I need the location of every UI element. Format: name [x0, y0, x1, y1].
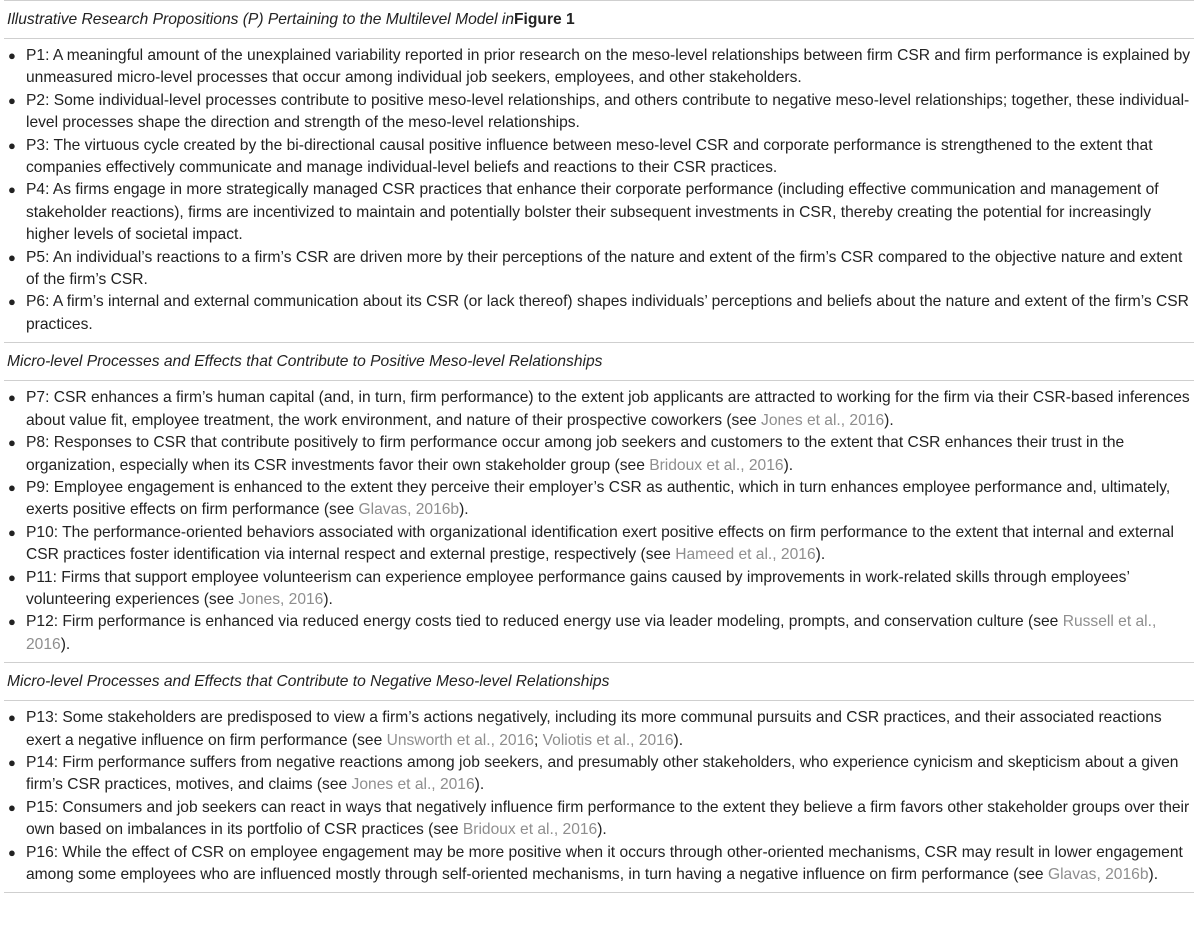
proposition-text: P5: An individual’s reactions to a firm’s CSR are driven more by their perceptions of the nature and extent of the firm’s CSR compared to the objective nature and extent of the firm’s CSR.: [26, 248, 1183, 289]
proposition-item: [4, 387, 1194, 432]
proposition-text: P13: Some stakeholders are predisposed to view a firm’s actions negatively, including its more communal pursuits and CSR practices, and their associated reactions exert a negative influence on firm performance (see: [26, 709, 1162, 749]
proposition-text: ).: [783, 456, 794, 474]
bullet-icon: ●: [8, 569, 16, 585]
proposition-list: [4, 707, 1194, 886]
bullet-icon: ●: [8, 249, 16, 265]
proposition-text: ).: [323, 590, 333, 608]
bullet-icon: ●: [8, 754, 16, 770]
bullet-icon: ●: [8, 182, 16, 198]
figure-reference: Figure 1: [514, 10, 575, 28]
proposition-text: P3: The virtuous cycle created by the bi-directional causal positive influence between meso-level CSR and corporate performance is strengthened to the extent that companies effectively communicate and manage individual-level beliefs and reactions to their CSR practices.: [26, 136, 1153, 177]
proposition-text: P2: Some individual-level processes contribute to positive meso-level relationships, and others contribute to negative meso-level relationships; together, these individual-level processes shape the direction and strength of the meso-level relationships.: [26, 91, 1190, 132]
proposition-text: ).: [60, 635, 71, 653]
proposition-text: P16: While the effect of CSR on employee engagement may be more positive when it occurs through other-oriented mechanisms, CSR may result in lower engagement among some employees who are influenced mostly through self-oriented mechanisms, in turn having a negative influence on firm performance (see: [26, 843, 1183, 883]
bullet-icon: ●: [8, 435, 16, 451]
proposition-text: P12: Firm performance is enhanced via reduced energy costs tied to reduced energy use via leader modeling, prompts, and conservation culture (see: [26, 613, 1063, 631]
proposition-list: [4, 387, 1194, 656]
proposition-item: [4, 291, 1194, 336]
proposition-text: ).: [597, 821, 607, 839]
proposition-item: [4, 477, 1194, 522]
bullet-icon: ●: [8, 614, 16, 630]
bullet-icon: ●: [8, 799, 16, 815]
proposition-text: ).: [474, 776, 485, 794]
proposition-text: P1: A meaningful amount of the unexplained variability reported in prior research on the meso-level relationships between firm CSR and firm performance is explained by unmeasured micro-level processes that occur among individual job seekers, employees, and other stakeholders.: [26, 47, 1191, 87]
proposition-item: [4, 567, 1194, 612]
bullet-icon: ●: [8, 844, 16, 860]
proposition-item: [4, 247, 1194, 292]
caption-text: Illustrative Research Propositions (P) Pertaining to the Multilevel Model in: [7, 10, 515, 28]
section-body: [4, 39, 1194, 342]
section-body: [4, 701, 1194, 892]
bullet-icon: ●: [8, 524, 16, 540]
table-caption: [4, 1, 1194, 38]
section-end-rule: [4, 892, 1194, 893]
bullet-icon: ●: [8, 137, 16, 153]
proposition-text: P14: Firm performance suffers from negative reactions among job seekers, and presumably other stakeholders, who experience cynicism and skepticism about a given firm’s CSR practices, motives, and claims (see: [26, 753, 1179, 794]
proposition-text: ).: [815, 546, 826, 564]
bullet-icon: ●: [8, 294, 16, 310]
bullet-icon: ●: [8, 92, 16, 108]
proposition-text: P10: The performance-oriented behaviors associated with organizational identification exert positive effects on firm performance to the extent that internal and external CSR practices foster identification via internal respect and external prestige, respectively (see: [26, 523, 1174, 564]
proposition-item: [4, 842, 1194, 887]
citation-link[interactable]: Jones, 2016: [238, 590, 324, 608]
bullet-icon: ●: [8, 479, 16, 495]
proposition-item: [4, 179, 1194, 246]
proposition-text: P15: Consumers and job seekers can react in ways that negatively influence firm performance to the extent they believe a firm favors other stakeholder groups over their own based on imbalances in its portfolio of CSR practices (see: [26, 798, 1190, 839]
citation-link[interactable]: Glavas, 2016b: [1047, 866, 1149, 883]
proposition-text: P4: As firms engage in more strategically managed CSR practices that enhance their corporate performance (including effective communication and management of stakeholder reactions), firms are incentivized to maintain and potentially bolster their subsequent investments in CSR, thereby creating the potential for increasingly higher levels of societal impact.: [26, 181, 1159, 244]
bullet-icon: ●: [8, 390, 16, 406]
propositions-table: [4, 0, 1194, 893]
proposition-item: [4, 797, 1194, 842]
citation-link[interactable]: Bridoux et al., 2016: [462, 821, 598, 839]
citation-link[interactable]: Hameed et al., 2016: [675, 546, 816, 564]
proposition-item: [4, 752, 1194, 797]
citation-link[interactable]: Jones et al., 2016: [761, 411, 885, 429]
section-heading: Micro-level Processes and Effects that Contribute to Negative Meso-level Relationships: [7, 672, 610, 690]
citation-link[interactable]: Unsworth et al., 2016: [386, 731, 534, 749]
citation-link[interactable]: Jones et al., 2016: [351, 776, 475, 794]
proposition-list: [4, 45, 1194, 336]
citation-link[interactable]: Voliotis et al., 2016: [542, 731, 674, 749]
proposition-text: ).: [1148, 866, 1159, 883]
proposition-text: ).: [459, 501, 469, 519]
bullet-icon: ●: [8, 48, 16, 63]
proposition-text: P6: A firm’s internal and external communication about its CSR (or lack thereof) shapes individuals’ perceptions and beliefs about the nature and extent of the firm’s CSR practices.: [26, 293, 1189, 333]
proposition-item: [4, 522, 1194, 567]
proposition-text: ;: [533, 731, 543, 749]
citation-link[interactable]: Russell et al., 2016: [26, 613, 1157, 653]
proposition-text: P11: Firms that support employee volunteerism can experience employee performance gains caused by improvements in work-related skills through employees’ volunteering experiences (see: [26, 568, 1130, 608]
proposition-item: [4, 135, 1194, 180]
table-body: [4, 39, 1194, 893]
proposition-item: [4, 45, 1194, 90]
proposition-text: P9: Employee engagement is enhanced to the extent they perceive their employer’s CSR as authentic, which in turn enhances employee performance and, ultimately, exerts positive effects on firm performance (see: [26, 478, 1171, 519]
proposition-item: [4, 611, 1194, 656]
section-heading: Micro-level Processes and Effects that Contribute to Positive Meso-level Relationships: [7, 352, 603, 370]
proposition-text: P7: CSR enhances a firm’s human capital (and, in turn, firm performance) to the extent job applicants are attracted to working for the firm via their CSR-based inferences about value fit, employee treatment, the work environment, and nature of their prospective coworkers (see: [26, 389, 1190, 429]
proposition-text: ).: [673, 731, 684, 749]
citation-link[interactable]: Glavas, 2016b: [358, 501, 460, 519]
section-body: [4, 381, 1194, 662]
proposition-text: ).: [884, 411, 894, 429]
proposition-item: [4, 707, 1194, 752]
proposition-item: [4, 432, 1194, 477]
proposition-text: P8: Responses to CSR that contribute positively to firm performance occur among job seekers and customers to the extent that CSR enhances their trust in the organization, especially when its CSR investments favor their own stakeholder group (see: [26, 434, 1125, 474]
proposition-item: [4, 90, 1194, 135]
citation-link[interactable]: Bridoux et al., 2016: [649, 456, 784, 474]
bullet-icon: ●: [8, 710, 16, 726]
